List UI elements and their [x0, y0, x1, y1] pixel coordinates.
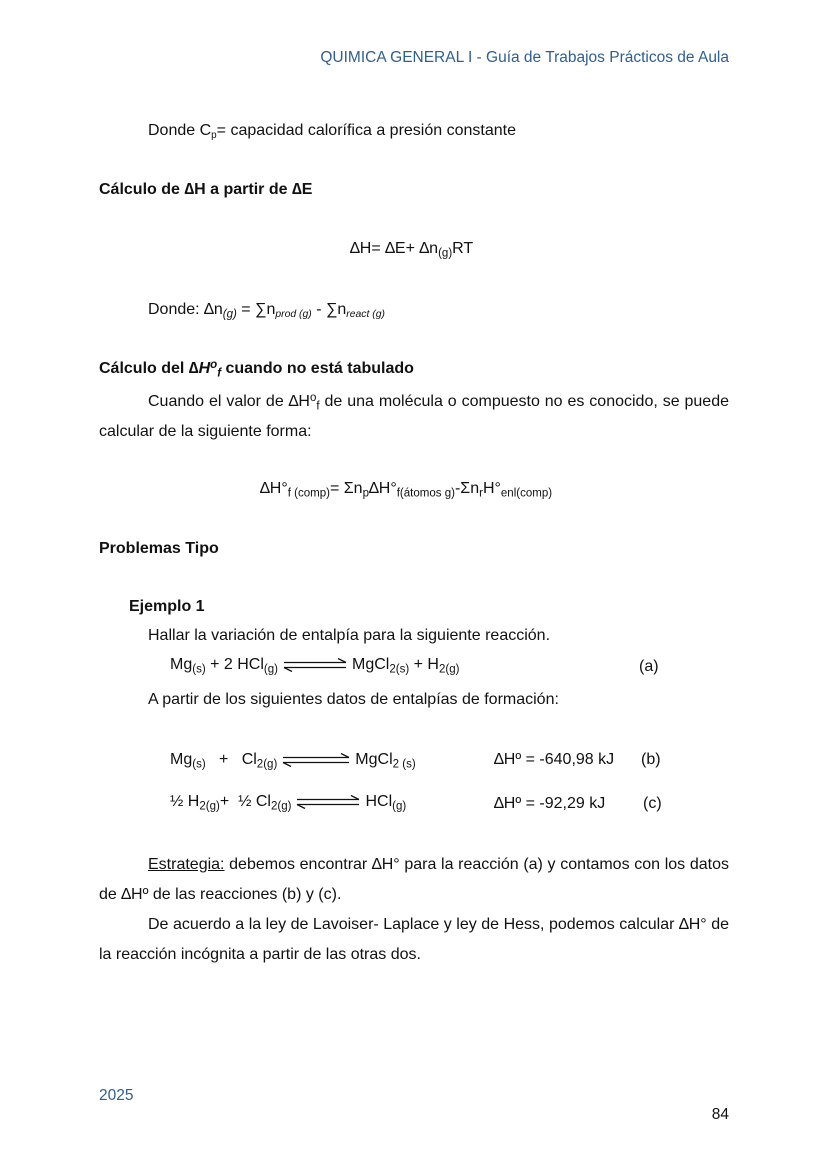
reaction-c: ½ $H_{2(g)}+$ ½ $Cl_{2(g)}$ HCl$_{(g)}$	[170, 793, 407, 813]
example-title: Ejemplo 1	[129, 598, 205, 615]
reaction-a: $Mg_{(s)} + 2$ HCl$_{(g)}$ MgCl$_{2(s)}$ + $H_{2(g)}$	[170, 656, 460, 676]
equation-dhf-comp: $\Delta H^\circ_{f (comp)}= \Sigma n_p\Delta H^\circ_{f(átomos g)}-\Sigma n_rH^\circ_{enl(comp)}$	[260, 480, 553, 500]
footer-year: 2025	[99, 1087, 134, 1104]
donde-delta-n: Donde: $\Delta n_{(g)} = \sum n_{prod (g)} - \sum n_{react (g)}$	[148, 301, 385, 321]
paragraph-dhf: Cuando el valor de $\Delta H^o_f$ de una molécula o compuesto no es conocido, se puede calcular de la siguiente forma:	[99, 391, 729, 440]
page-number: 84	[711, 1106, 729, 1123]
equilibrium-arrow-icon	[295, 795, 361, 809]
section-title-dh-de: Cálculo de ∆H a partir de ∆E	[99, 181, 313, 198]
section-title-dhf: Cálculo del $\Delta H^o_f$ cuando no está tabulado	[99, 358, 414, 380]
reaction-a-label: (a)	[639, 658, 659, 675]
equation-dh-de: $\Delta H= \Delta E+ \Delta n_{(g)}RT$	[350, 240, 474, 260]
strategy-label: Estrategia:	[148, 856, 225, 873]
reaction-b-enthalpy: ∆Hº = -640,98 kJ	[494, 751, 615, 768]
cp-definition: Donde $C_p=$ capacidad calorífica a presión constante	[148, 122, 516, 141]
strategy-paragraph: Estrategia: debemos encontrar ∆H° para la reacción (a) y contamos con los datos de ∆Hº de las reacciones (b) y (c).	[99, 856, 729, 903]
reaction-b: $Mg_{(s)} + Cl_{2(g)}$ MgCl$_{2 (s)}$	[170, 751, 416, 771]
data-intro: A partir de los siguientes datos de entalpías de formación:	[148, 691, 559, 708]
reaction-c-label: (c)	[643, 795, 662, 812]
reaction-c-enthalpy: ∆Hº = -92,29 kJ	[494, 795, 606, 812]
example-statement: Hallar la variación de entalpía para la siguiente reacción.	[148, 627, 551, 644]
lavoisier-paragraph: De acuerdo a la ley de Lavoiser- Laplace y ley de Hess, podemos calcular ∆H° de la reacción incógnita a partir de las otras dos.	[99, 916, 729, 963]
equilibrium-arrow-icon	[282, 658, 348, 672]
reaction-b-label: (b)	[641, 751, 661, 768]
page-header: QUIMICA GENERAL I - Guía de Trabajos Prácticos de Aula	[320, 49, 729, 66]
equilibrium-arrow-icon	[281, 753, 351, 767]
section-title-problemas: Problemas Tipo	[99, 540, 219, 557]
